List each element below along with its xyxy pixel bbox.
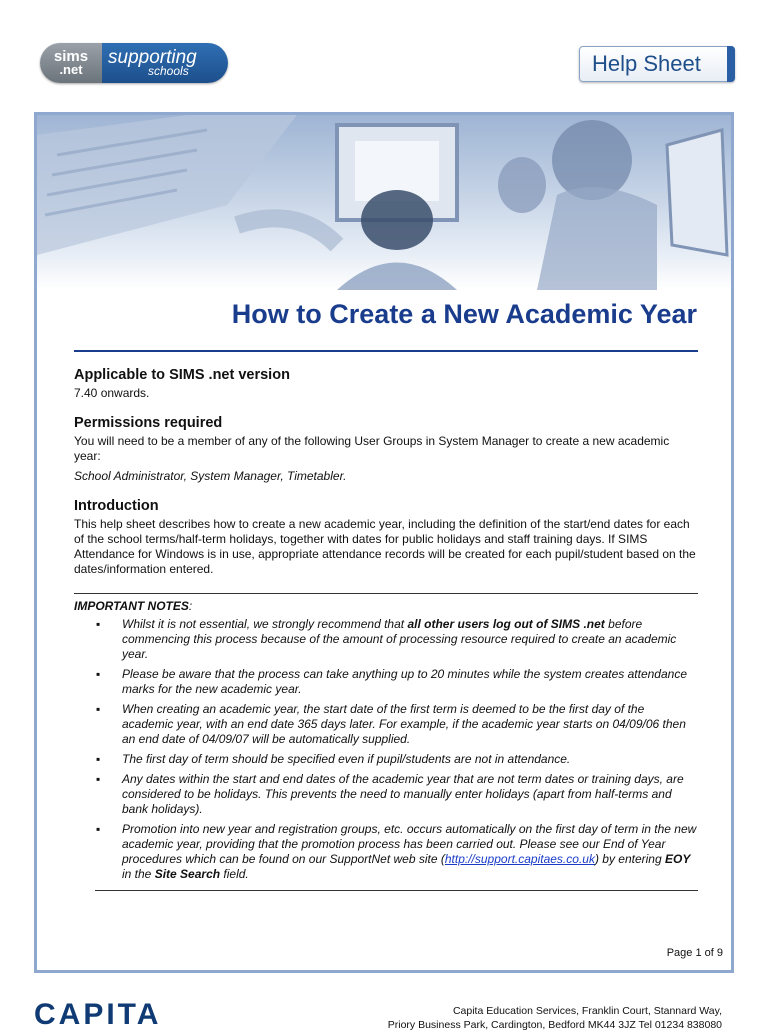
section-body: You will need to be a member of any of the following User Groups in System Manager to create a new academic year: (74, 434, 670, 463)
banner-illustration (37, 115, 731, 290)
note-text: in the (122, 867, 155, 881)
note-text: Any dates within the start and end dates of the academic year that are not term dates or training days, are considered to be holidays. This prevents the need to manually enter holidays (apart from half-terms and bank holidays). (122, 772, 684, 816)
note-text: Please be aware that the process can take anything up to 20 minutes while the system creates attendance marks for the new academic year. (122, 667, 688, 696)
list-item (74, 822, 698, 882)
section-applicable-version (74, 367, 698, 401)
list-item (74, 752, 698, 767)
note-text: When creating an academic year, the start date of the first term is deemed to be the first day of the academic year, with an end date 365 days later. For example, if the academic year starts on 04/09/06 then an end date of 04/09/07 will be automatically supplied. (122, 702, 686, 746)
list-item (74, 667, 698, 697)
list-item (74, 702, 698, 747)
logo-supporting-text: supporting (108, 46, 197, 68)
logo-supporting-schools (102, 43, 228, 83)
notes-bottom-divider (95, 890, 698, 891)
user-groups-list: School Administrator, System Manager, Timetabler. (74, 469, 347, 483)
section-heading: Applicable to SIMS .net version (74, 367, 290, 383)
section-body: This help sheet describes how to create a new academic year, including the definition of the start/end dates for each of the school terms/half-term holidays, together with dates for public holidays and staff training days. If SIMS Attendance for Windows is in use, appropriate attendance records will be created for each pupil/student based on the dates/information entered. (74, 517, 696, 576)
document-frame (34, 112, 734, 973)
notes-heading-text: IMPORTANT NOTES (74, 599, 189, 613)
supportnet-link[interactable]: http://support.capitaes.co.uk (444, 852, 595, 866)
help-sheet-label: Help Sheet (592, 51, 701, 76)
list-item (74, 617, 698, 662)
logo-schools-text: schools (148, 63, 189, 78)
sims-net-supporting-schools-logo (40, 43, 228, 83)
important-notes-list (74, 617, 698, 882)
note-text: ) by entering (594, 852, 665, 866)
document-content (74, 367, 698, 591)
title-divider (74, 350, 698, 352)
capita-logo: CAPITA (34, 998, 162, 1031)
list-item (74, 772, 698, 817)
note-text: before commencing this process because of the amount of processing resource required to create an academic year. (122, 617, 677, 661)
note-text: The first day of term should be specified even if pupil/students are not in attendance. (122, 752, 571, 766)
address-line: Priory Business Park, Cardington, Bedford MK44 3JZ Tel 01234 838080 (387, 1019, 722, 1031)
important-notes-box (74, 593, 698, 887)
section-permissions (74, 415, 698, 484)
section-introduction (74, 498, 698, 577)
logo-sims-text: sims (53, 48, 89, 65)
note-text: Whilst it is not essential, we strongly recommend that (122, 617, 408, 631)
document-title: How to Create a New Academic Year (231, 299, 697, 329)
help-sheet-badge (579, 46, 735, 82)
notes-heading-colon: : (188, 599, 193, 613)
page-number: Page 1 of 9 (666, 947, 723, 959)
logo-net-text: .net (59, 62, 83, 77)
note-bold-text: all other users log out of SIMS .net (407, 617, 605, 631)
note-bold-text: Site Search (154, 867, 221, 881)
address-line: Capita Education Services, Franklin Court, Stannard Way, (452, 1005, 722, 1017)
note-bold-text: EOY (665, 852, 691, 866)
section-heading: Permissions required (74, 415, 223, 431)
section-body: 7.40 onwards. (74, 386, 150, 400)
important-notes-heading (74, 599, 698, 613)
section-heading: Introduction (74, 498, 159, 514)
company-address (388, 1004, 722, 1032)
note-text: Promotion into new year and registration groups, etc. occurs automatically on the first day of term in the new academic year, providing that the promotion process has been carried out. Please see our End of Year procedures which can be found on our SupportNet web site ( (122, 822, 697, 866)
note-text: field. (220, 867, 249, 881)
header-photo-banner (37, 115, 731, 290)
help-sheet-tab (727, 46, 735, 82)
logo-sims-net (40, 43, 102, 83)
